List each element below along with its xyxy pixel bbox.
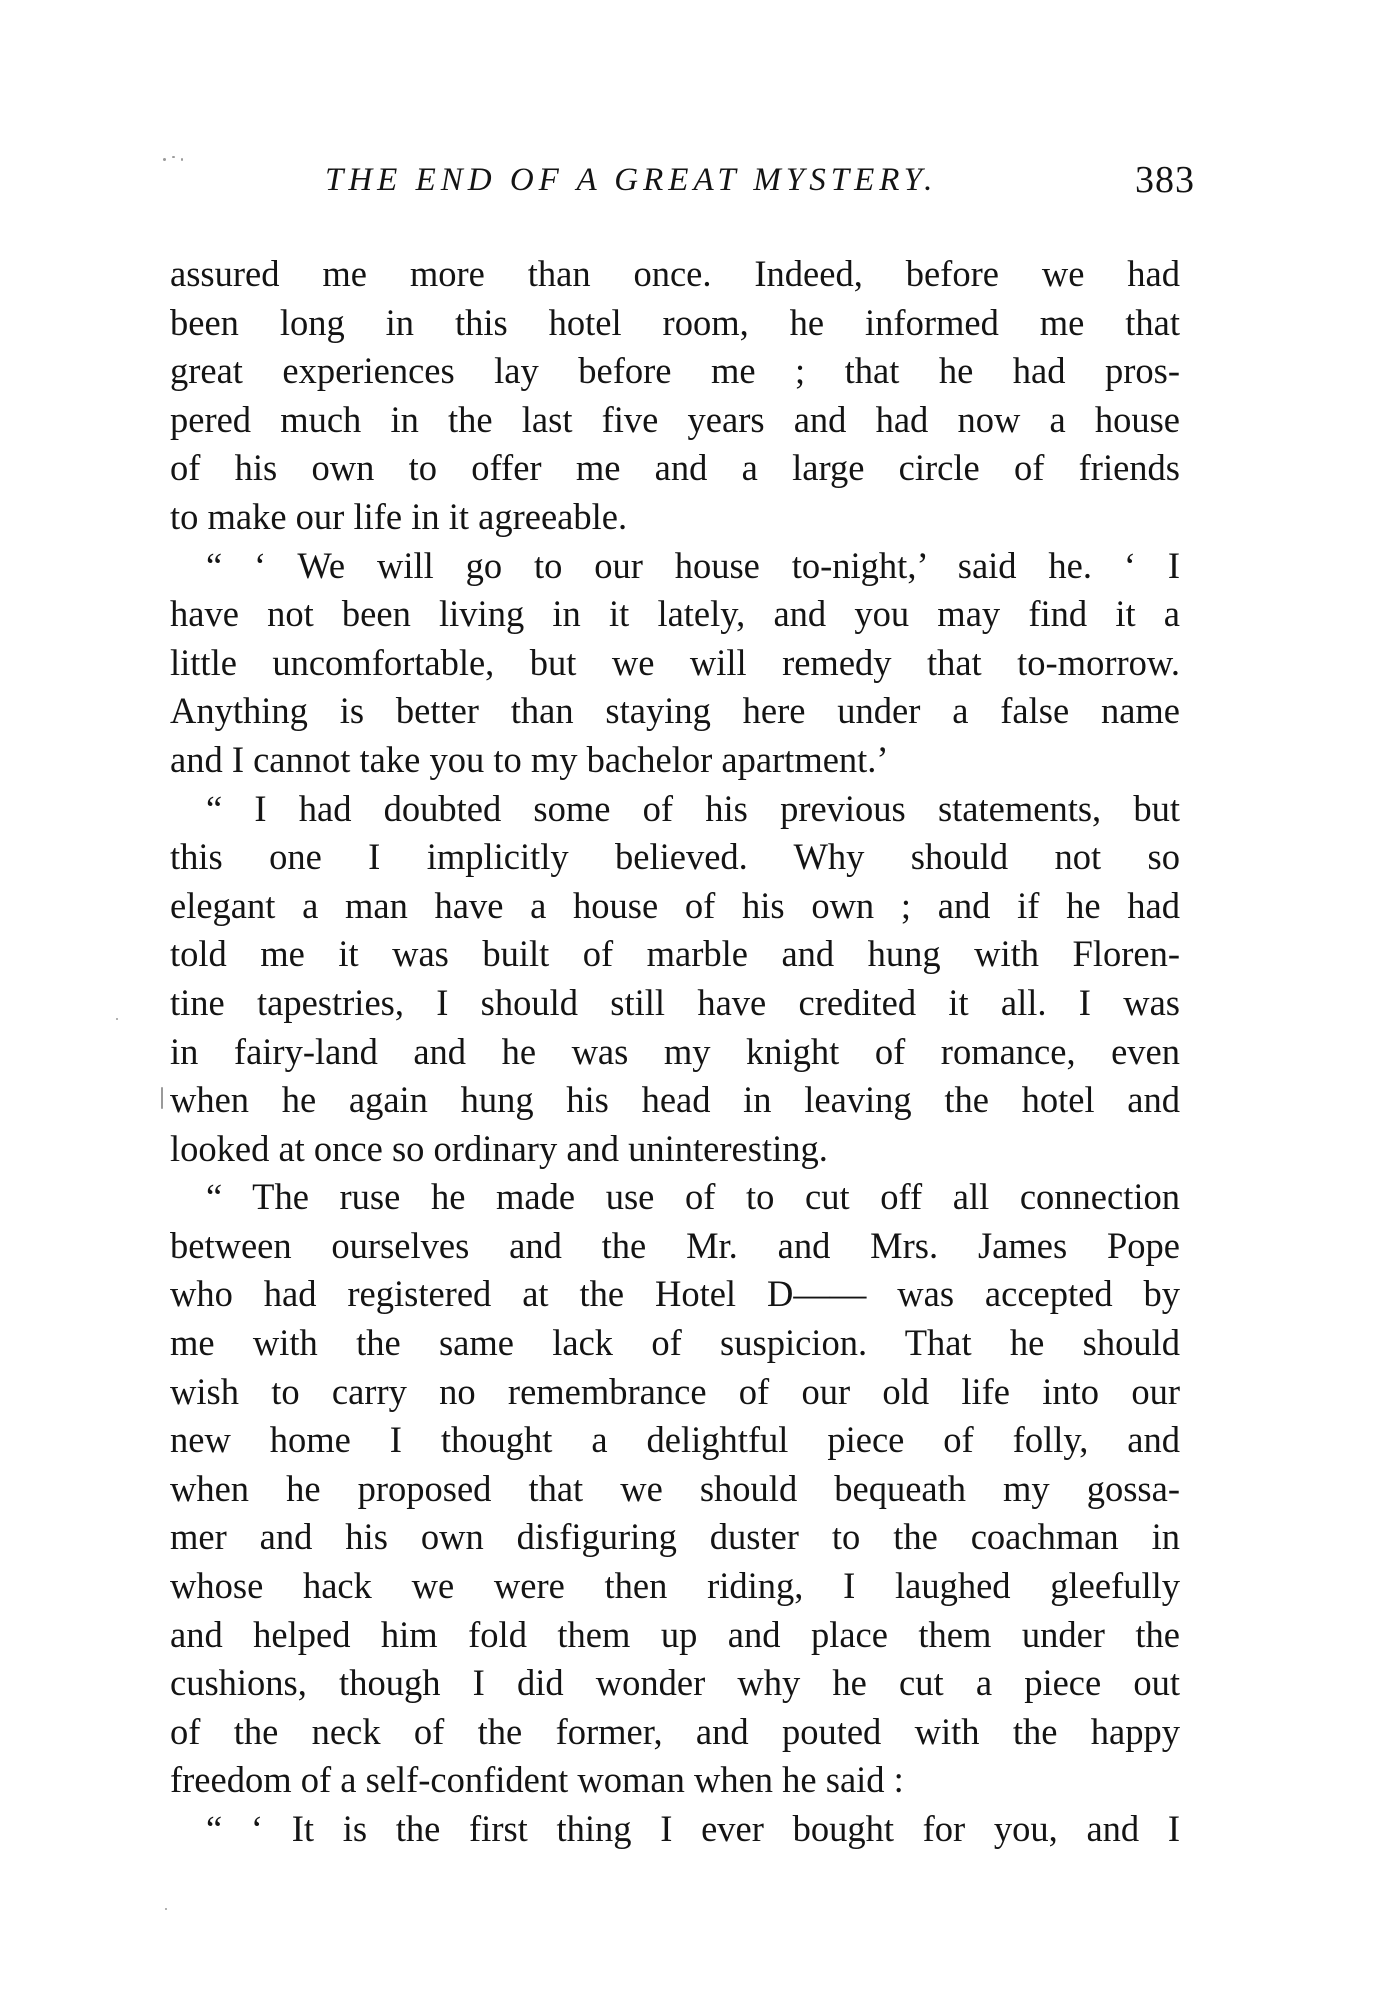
text-line: “ I had doubted some of his previous statements, but [206, 787, 1180, 829]
text-line: and helped him fold them up and place them under the [170, 1613, 1180, 1655]
text-line: who had registered at the Hotel D—— was accepted by [170, 1273, 1180, 1315]
body-text [170, 250, 1180, 1854]
print-speck [163, 158, 166, 161]
text-line: “ ‘ It is the first thing I ever bought for you, and I [206, 1808, 1180, 1849]
text-line: told me it was built of marble and hung with Floren- [170, 933, 1180, 975]
text-line: when he proposed that we should bequeath my gossa- [170, 1467, 1180, 1509]
running-title: THE END OF A GREAT MYSTERY. [325, 162, 938, 198]
text-line: to make our life in it agreeable. [170, 495, 628, 537]
text-line: new home I thought a delightful piece of folly, and [170, 1419, 1180, 1461]
text-line: elegant a man have a house of his own ; and if he had [170, 884, 1180, 926]
text-line: this one I implicitly believed. Why should not so [170, 836, 1180, 878]
text-line: mer and his own disfiguring duster to the coachman in [170, 1516, 1180, 1558]
text-line: looked at once so ordinary and uninteresting. [170, 1127, 828, 1169]
text-line: freedom of a self-confident woman when he said : [170, 1759, 904, 1801]
text-line: great experiences lay before me ; that he had pros- [170, 350, 1180, 392]
print-speck [116, 1018, 118, 1020]
text-line: Anything is better than staying here under a false name [170, 690, 1180, 732]
text-line: assured me more than once. Indeed, before we had [170, 253, 1180, 294]
text-line: whose hack we were then riding, I laughed gleefully [170, 1565, 1180, 1607]
text-line: when he again hung his head in leaving the hotel and [170, 1079, 1180, 1121]
text-line: pered much in the last five years and had now a house [170, 398, 1180, 440]
text-line: tine tapestries, I should still have credited it all. I was [170, 981, 1180, 1023]
text-line: been long in this hotel room, he informed me that [170, 301, 1180, 343]
print-speck [161, 1087, 163, 1109]
text-line: little uncomfortable, but we will remedy that to-morrow. [170, 641, 1180, 683]
print-speck [181, 158, 183, 161]
print-speck [172, 156, 175, 158]
page-number: 383 [1135, 159, 1195, 201]
text-line: between ourselves and the Mr. and Mrs. James Pope [170, 1224, 1180, 1266]
text-line: me with the same lack of suspicion. That he should [170, 1322, 1180, 1364]
text-line: of the neck of the former, and pouted with the happy [170, 1710, 1180, 1752]
page-header [325, 159, 1195, 212]
text-line: “ ‘ We will go to our house to-night,’ said he. ‘ I [206, 544, 1180, 586]
print-speck [165, 1908, 167, 1910]
text-line: “ The ruse he made use of to cut off all connection [206, 1176, 1180, 1218]
text-line: cushions, though I did wonder why he cut a piece out [170, 1662, 1180, 1704]
text-line: of his own to offer me and a large circle of friends [170, 447, 1180, 489]
text-line: in fairy-land and he was my knight of romance, even [170, 1030, 1180, 1072]
text-line: wish to carry no remembrance of our old life into our [170, 1370, 1180, 1412]
text-line: and I cannot take you to my bachelor apartment.’ [170, 738, 889, 780]
text-line: have not been living in it lately, and you may find it a [170, 593, 1180, 635]
